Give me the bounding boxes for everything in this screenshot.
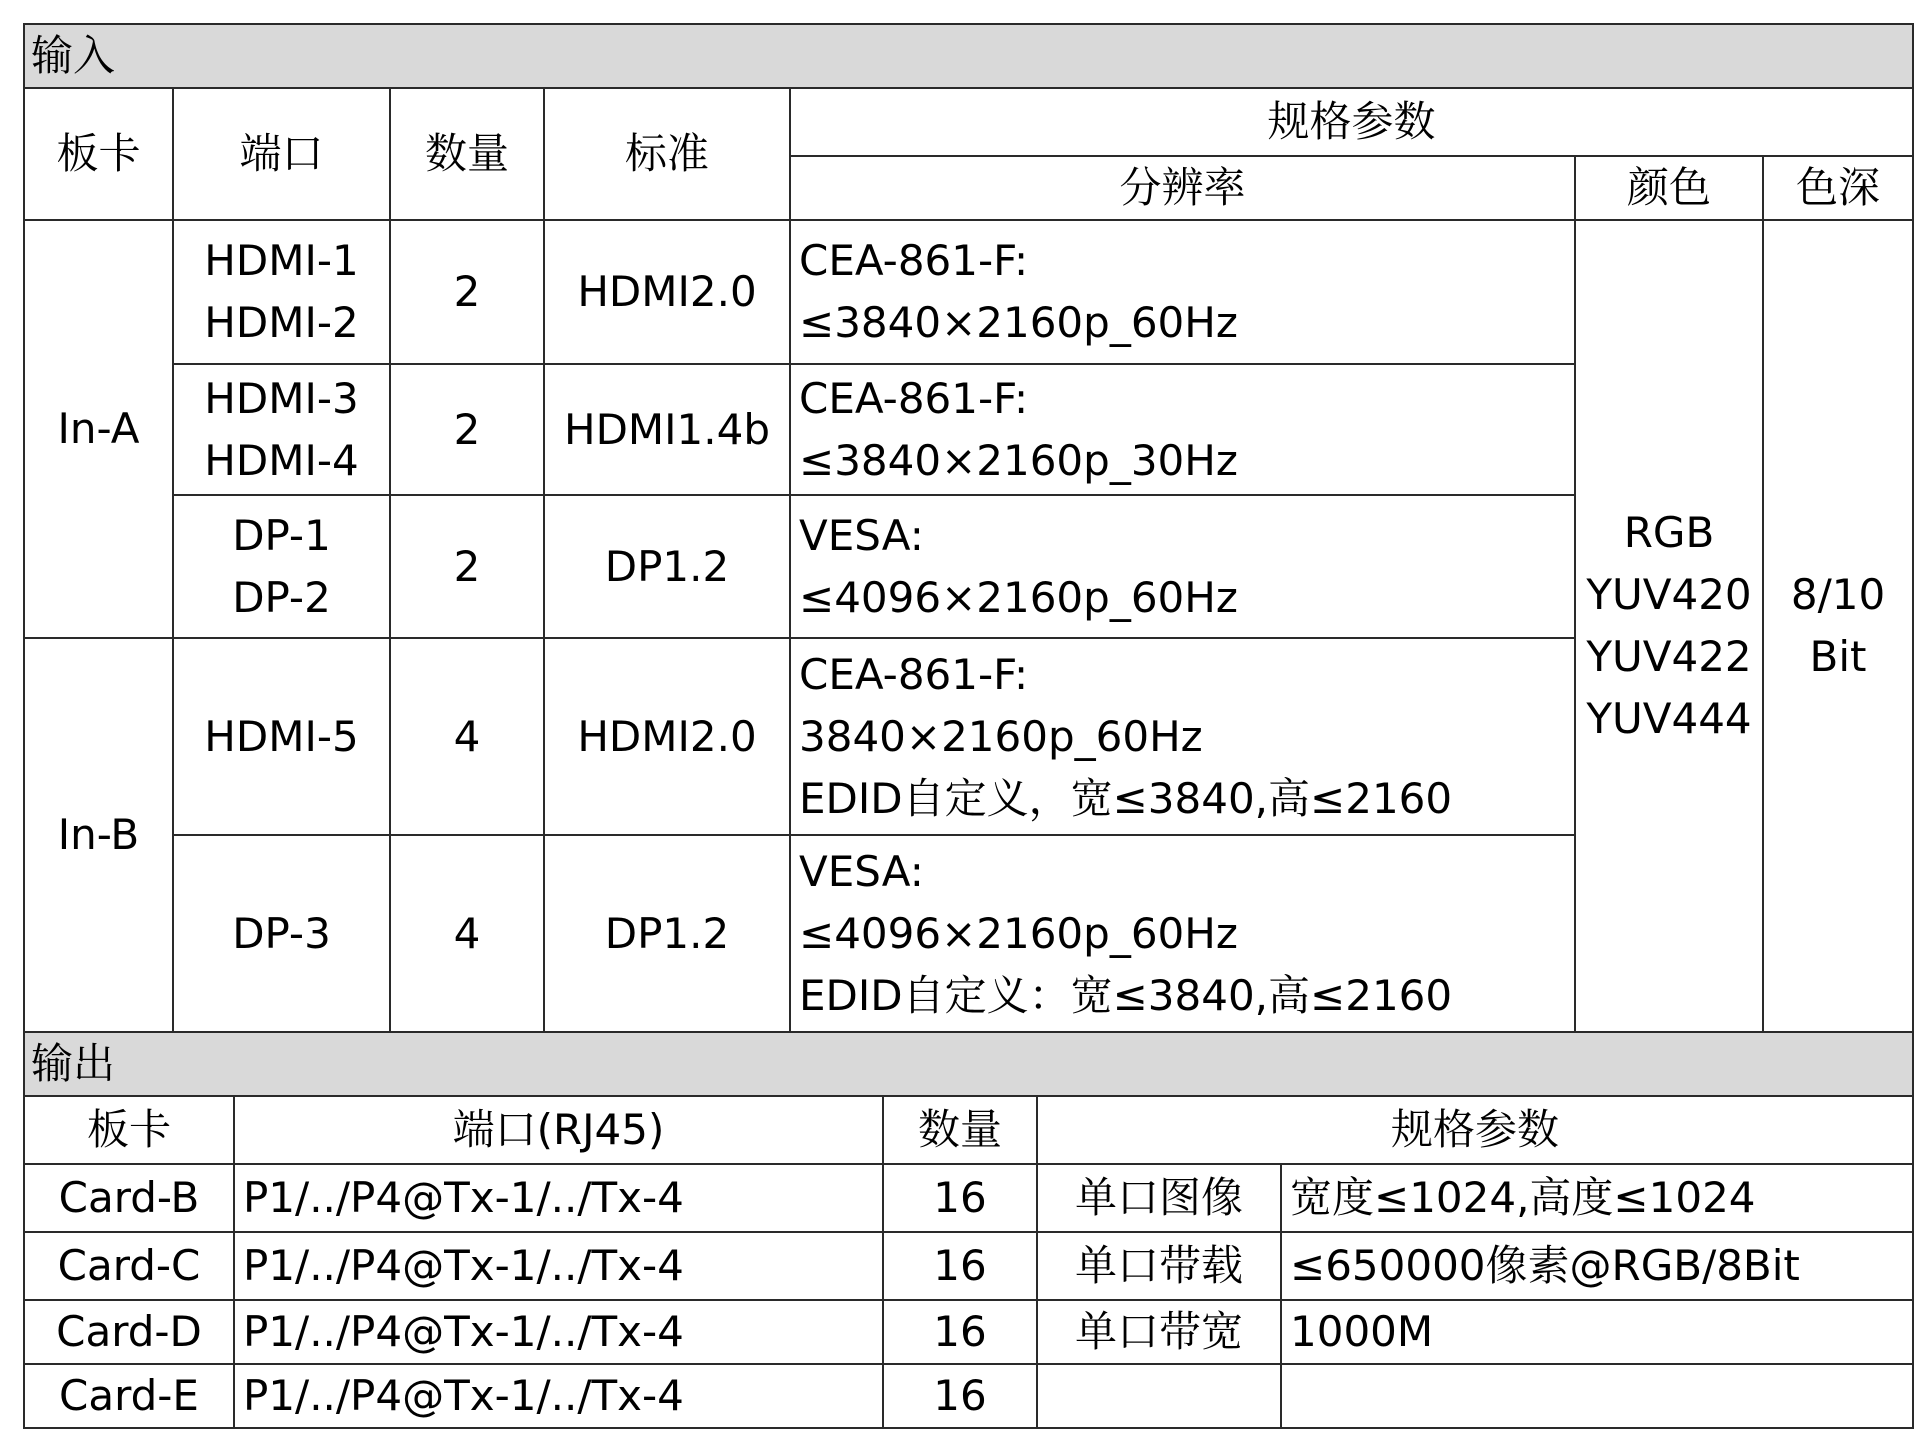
resolution-cell <box>790 364 1575 495</box>
board-cell: In-A <box>24 220 173 638</box>
output-table <box>23 1031 1914 1429</box>
spec-value-cell <box>1281 1364 1913 1428</box>
table-row <box>24 1364 1913 1428</box>
resolution-line: CEA-861-F: <box>799 236 1029 285</box>
standard-cell: HDMI2.0 <box>544 638 790 835</box>
resolution-line: ≤4096×2160p_60Hz <box>799 908 1238 958</box>
resolution-cell <box>790 638 1575 835</box>
color-value: YUV444 <box>1586 694 1752 743</box>
port-cell: DP-3 <box>173 835 390 1032</box>
board-cell: Card-B <box>24 1164 234 1232</box>
standard-cell: DP1.2 <box>544 495 790 638</box>
standard-cell: HDMI1.4b <box>544 364 790 495</box>
header-port: 端口 <box>173 88 390 220</box>
count-cell: 4 <box>390 835 544 1032</box>
port-cell <box>173 220 390 364</box>
header-spec: 规格参数 <box>1037 1096 1913 1164</box>
port-cell: P1/../P4@Tx-1/../Tx-4 <box>234 1364 883 1428</box>
port-name: HDMI-2 <box>204 298 359 347</box>
header-count: 数量 <box>883 1096 1037 1164</box>
output-section-title: 输出 <box>24 1032 1913 1096</box>
port-cell <box>173 495 390 638</box>
header-port: 端口(RJ45) <box>234 1096 883 1164</box>
port-name: HDMI-4 <box>204 435 359 485</box>
header-board: 板卡 <box>24 1096 234 1164</box>
resolution-line: CEA-861-F: <box>799 373 1029 423</box>
header-standard: 标准 <box>544 88 790 220</box>
header-color: 颜色 <box>1575 156 1763 220</box>
color-cell <box>1575 220 1763 1032</box>
depth-value: 8/10 <box>1790 570 1886 619</box>
standard-cell: DP1.2 <box>544 835 790 1032</box>
resolution-cell <box>790 220 1575 364</box>
board-cell: In-B <box>24 638 173 1032</box>
port-cell: P1/../P4@Tx-1/../Tx-4 <box>234 1164 883 1232</box>
board-cell: Card-D <box>24 1300 234 1364</box>
port-name: HDMI-3 <box>204 373 359 423</box>
input-table <box>23 23 1914 1033</box>
resolution-line: EDID自定义：宽≤3840,高≤2160 <box>799 970 1453 1020</box>
resolution-cell <box>790 835 1575 1032</box>
port-cell: P1/../P4@Tx-1/../Tx-4 <box>234 1232 883 1300</box>
spec-value-cell: 1000M <box>1281 1300 1913 1364</box>
header-count: 数量 <box>390 88 544 220</box>
resolution-line: 3840×2160p_60Hz <box>799 711 1203 761</box>
table-row <box>24 1300 1913 1364</box>
table-row <box>24 1164 1913 1232</box>
port-cell: HDMI-5 <box>173 638 390 835</box>
spec-name-cell: 单口图像 <box>1037 1164 1281 1232</box>
spec-name-cell <box>1037 1364 1281 1428</box>
board-cell: Card-C <box>24 1232 234 1300</box>
spec-name-cell: 单口带宽 <box>1037 1300 1281 1364</box>
table-row <box>24 220 1913 364</box>
count-cell: 2 <box>390 495 544 638</box>
count-cell: 16 <box>883 1364 1037 1428</box>
header-board: 板卡 <box>24 88 173 220</box>
input-section-title: 输入 <box>24 24 1913 88</box>
spec-sheet <box>23 23 1912 1431</box>
resolution-line: ≤3840×2160p_30Hz <box>799 435 1238 485</box>
port-cell: P1/../P4@Tx-1/../Tx-4 <box>234 1300 883 1364</box>
count-cell: 16 <box>883 1232 1037 1300</box>
count-cell: 4 <box>390 638 544 835</box>
port-name: DP-2 <box>232 572 331 622</box>
resolution-line: ≤4096×2160p_60Hz <box>799 572 1238 622</box>
depth-cell <box>1763 220 1913 1032</box>
port-name: DP-1 <box>232 510 331 560</box>
table-row <box>24 1232 1913 1300</box>
port-cell <box>173 364 390 495</box>
color-value: RGB <box>1623 508 1715 557</box>
count-cell: 2 <box>390 364 544 495</box>
board-cell: Card-E <box>24 1364 234 1428</box>
count-cell: 2 <box>390 220 544 364</box>
standard-cell: HDMI2.0 <box>544 220 790 364</box>
port-name: HDMI-1 <box>204 236 359 285</box>
color-value: YUV420 <box>1586 570 1752 619</box>
spec-value-cell: 宽度≤1024,高度≤1024 <box>1281 1164 1913 1232</box>
resolution-line: VESA: <box>799 510 924 560</box>
color-value: YUV422 <box>1586 632 1752 681</box>
depth-value: Bit <box>1809 632 1867 681</box>
resolution-line: EDID自定义，宽≤3840,高≤2160 <box>799 773 1453 823</box>
header-depth: 色深 <box>1763 156 1913 220</box>
header-resolution: 分辨率 <box>790 156 1575 220</box>
resolution-line: ≤3840×2160p_60Hz <box>799 298 1238 347</box>
resolution-cell <box>790 495 1575 638</box>
resolution-line: CEA-861-F: <box>799 649 1029 699</box>
count-cell: 16 <box>883 1300 1037 1364</box>
resolution-line: VESA: <box>799 846 924 896</box>
count-cell: 16 <box>883 1164 1037 1232</box>
spec-name-cell: 单口带载 <box>1037 1232 1281 1300</box>
spec-value-cell: ≤650000像素@RGB/8Bit <box>1281 1232 1913 1300</box>
header-spec: 规格参数 <box>790 88 1913 156</box>
